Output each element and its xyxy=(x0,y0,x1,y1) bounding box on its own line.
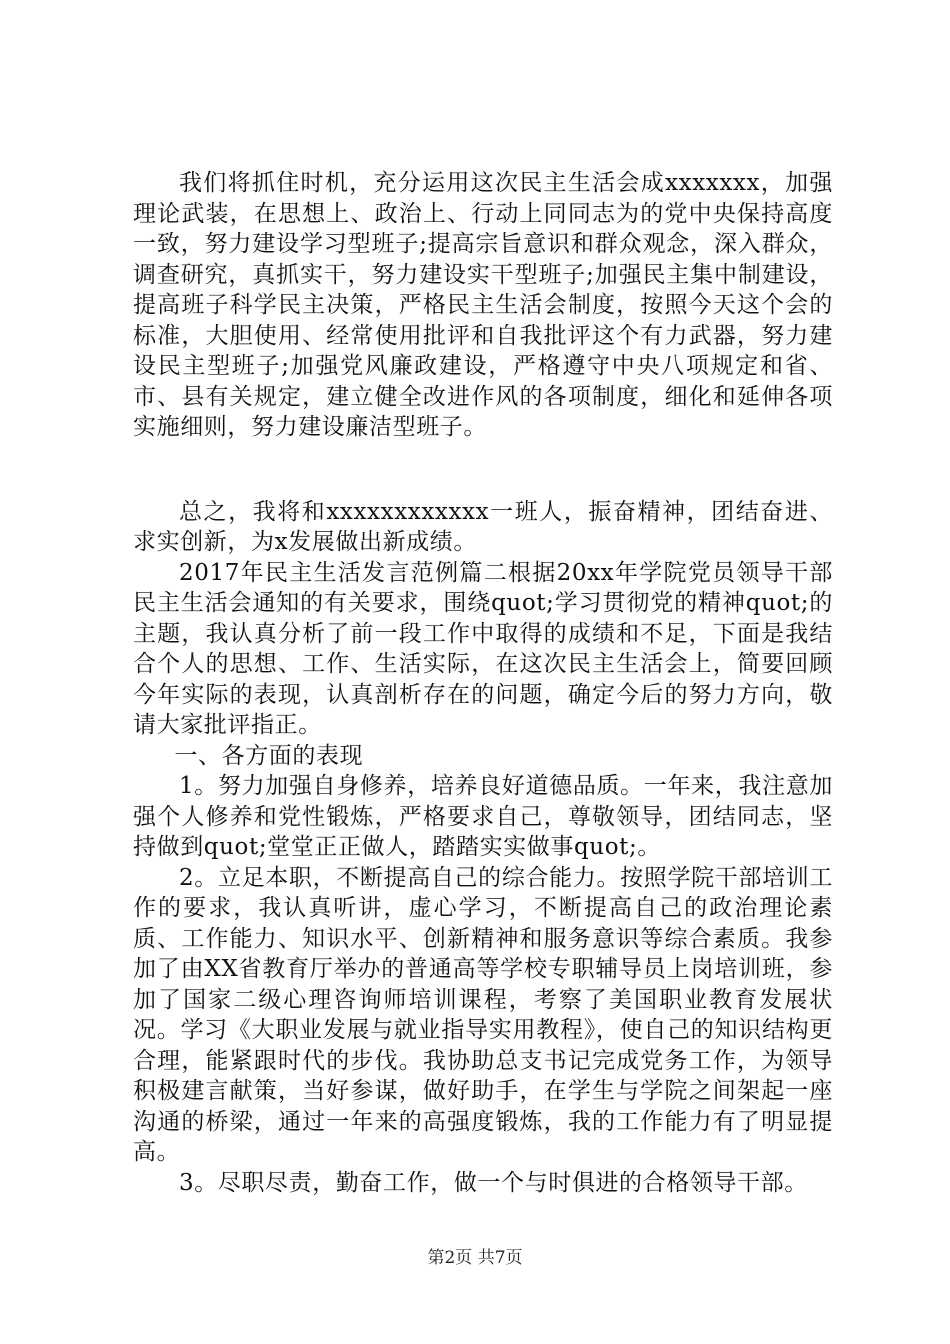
document-body xyxy=(133,168,833,1198)
paragraph-intro-part-two: 2017年民主生活发言范例篇二根据20xx年学院党员领导干部民主生活会通知的有关要求，围绕quot;学习贯彻党的精神quot;的主题，我认真分析了前一段工作中取得的成绩和不足，下面是我结合个人的思想、工作、生活实际，在这次民主生活会上，简要回顾今年实际的表现，认真剖析存在的问题，确定今后的努力方向，敬请大家批评指正。 xyxy=(133,559,833,738)
paragraph-commitment: 我们将抓住时机，充分运用这次民主生活会成xxxxxxx，加强理论武装，在思想上、政治上、行动上同同志为的党中央保持高度一致，努力建设学习型班子;提高宗旨意识和群众观念，深入群众，调查研究，真抓实干，努力建设实干型班子;加强民主集中制建设，提高班子科学民主决策，严格民主生活会制度，按照今天这个会的标准，大胆使用、经常使用批评和自我批评这个有力武器，努力建设民主型班子;加强党风廉政建设，严格遵守中央八项规定和省、市、县有关规定，建立健全改进作风的各项制度，细化和延伸各项实施细则，努力建设廉洁型班子。 xyxy=(133,170,833,440)
paragraph-spacer xyxy=(133,443,833,497)
paragraph-item-2: 2。立足本职，不断提高自己的综合能力。按照学院干部培训工作的要求，我认真听讲，虚心学习，不断提高自己的政治理论素质、工作能力、知识水平、创新精神和服务意识等综合素质。我参加了由XX省教育厅举办的普通高等学校专职辅导员上岗培训班，参加了国家二级心理咨询师培训课程，考察了美国职业教育发展状况。学习《大职业发展与就业指导实用教程》，使自己的知识结构更合理，能紧跟时代的步伐。我协助总支书记完成党务工作，为领导积极建言献策，当好参谋，做好助手，在学生与学院之间架起一座沟通的桥梁，通过一年来的高强度锻炼，我的工作能力有了明显提高。 xyxy=(133,864,833,1165)
paragraph-item-1: 1。努力加强自身修养，培养良好道德品质。一年来，我注意加强个人修养和党性锻炼，严格要求自己，尊敬领导，团结同志，坚持做到quot;堂堂正正做人，踏踏实实做事quot;。 xyxy=(133,773,833,860)
paragraph-item-3: 3。尽职尽责，勤奋工作，做一个与时俱进的合格领导干部。 xyxy=(179,1169,808,1196)
section-heading: 一、各方面的表现 xyxy=(174,742,364,769)
paragraph-summary: 总之，我将和xxxxxxxxxxxx一班人，振奋精神，团结奋进、求实创新，为x发展做出新成绩。 xyxy=(133,498,833,555)
page-number-footer: 第2页 共7页 xyxy=(427,1248,523,1268)
